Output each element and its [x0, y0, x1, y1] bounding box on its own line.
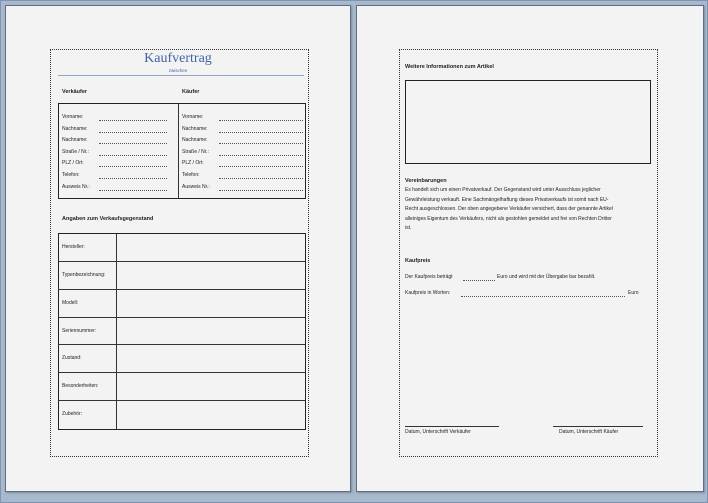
agreements-line: ist.: [405, 225, 412, 231]
item-field-input[interactable]: [117, 401, 303, 427]
seller-signature-line[interactable]: [405, 426, 499, 427]
buyer-field-label: Straße / Nr.:: [182, 148, 209, 155]
seller-field-label: PLZ / Ort:: [62, 160, 84, 167]
seller-field-label: Straße / Nr.:: [62, 148, 89, 155]
seller-field-label: Telefon:: [62, 172, 80, 178]
agreements-line: Es handelt sich um einen Privatverkauf. Der Gegenstand wird unter Ausschluss jeglicher: [405, 187, 601, 193]
seller-field-input[interactable]: [99, 155, 167, 156]
buyer-field-label: Ausweis Nr.:: [182, 183, 210, 190]
contract-title: Kaufvertrag: [144, 51, 212, 66]
price-amount-field[interactable]: [463, 280, 495, 281]
buyer-field-input[interactable]: [219, 190, 303, 191]
buyer-heading: Käufer: [182, 89, 200, 95]
document-page-2: [356, 5, 704, 492]
info-box[interactable]: [405, 80, 651, 164]
item-field-label: Hersteller:: [62, 243, 85, 250]
agreements-line: Recht ausgeschlossen. Der oben angegebene Verkäufer versichert, dass der genannte Artikel: [405, 206, 613, 212]
item-field-label: Zustand:: [62, 355, 82, 362]
buyer-signature-line[interactable]: [553, 426, 643, 427]
item-field-input[interactable]: [117, 290, 303, 316]
item-heading: Angaben zum Verkaufsgegenstand: [62, 216, 154, 222]
buyer-signature-label: Datum, Unterschrift Käufer: [559, 429, 619, 435]
item-field-label: Besonderheiten:: [62, 383, 99, 390]
item-field-input[interactable]: [117, 318, 303, 344]
item-field-label: Typenbezeichnung:: [62, 271, 106, 278]
seller-field-input[interactable]: [99, 190, 167, 191]
info-heading: Weitere Informationen zum Artikel: [405, 64, 494, 70]
buyer-field-input[interactable]: [219, 132, 303, 133]
seller-field-input[interactable]: [99, 120, 167, 121]
seller-heading: Verkäufer: [62, 89, 88, 95]
item-field-input[interactable]: [117, 373, 303, 399]
buyer-field-label: PLZ / Ort:: [182, 160, 204, 167]
price-words-field[interactable]: [461, 296, 625, 297]
parties-divider: [178, 104, 179, 198]
agreements-line: Gewährleistung verkauft. Eine Sachmängelhaftung dieses Privatverkaufs ist somit nach EU-: [405, 196, 609, 203]
item-field-input[interactable]: [117, 234, 303, 260]
buyer-field-label: Telefon:: [182, 172, 200, 178]
price-words-label: Kaufpreis in Worten:: [405, 290, 451, 296]
item-field-label: Modell:: [62, 299, 79, 306]
price-words-unit: Euro: [628, 290, 639, 296]
buyer-field-input[interactable]: [219, 120, 303, 121]
buyer-field-input[interactable]: [219, 178, 303, 179]
item-field-input[interactable]: [117, 345, 303, 371]
agreements-heading: Vereinbarungen: [405, 178, 447, 184]
item-field-label: Seriennummer:: [62, 327, 97, 334]
seller-field-label: Vorname:: [62, 114, 84, 120]
buyer-field-input[interactable]: [219, 155, 303, 156]
seller-field-input[interactable]: [99, 143, 167, 144]
buyer-field-label: Nachname:: [182, 137, 208, 144]
contract-subtitle: zwischen: [168, 68, 188, 73]
seller-field-label: Ausweis Nr.:: [62, 183, 90, 190]
seller-field-input[interactable]: [99, 178, 167, 179]
item-field-label: Zubehör:: [62, 411, 83, 418]
seller-field-input[interactable]: [99, 132, 167, 133]
buyer-field-input[interactable]: [219, 143, 303, 144]
price-line-1-text: Euro und wird mit der Übergabe bar bezahlt.: [497, 274, 596, 280]
seller-field-input[interactable]: [99, 166, 167, 167]
buyer-field-input[interactable]: [219, 166, 303, 167]
seller-signature-label: Datum, Unterschrift Verkäufer: [405, 429, 471, 435]
price-line-1-label: Der Kaufpreis beträgt: [405, 274, 453, 280]
price-heading: Kaufpreis: [405, 258, 431, 264]
buyer-field-label: Vorname:: [182, 114, 204, 120]
seller-field-label: Nachname:: [62, 125, 88, 132]
seller-field-label: Nachname:: [62, 137, 88, 144]
title-rule: [58, 75, 304, 76]
document-page-1: [5, 5, 351, 492]
agreements-line: alleiniges Eigentum des Verkäufers, nicht als gestohlen gemeldet und frei von Rechten Dritter: [405, 215, 612, 222]
buyer-field-label: Nachname:: [182, 125, 208, 132]
item-field-input[interactable]: [117, 262, 303, 288]
